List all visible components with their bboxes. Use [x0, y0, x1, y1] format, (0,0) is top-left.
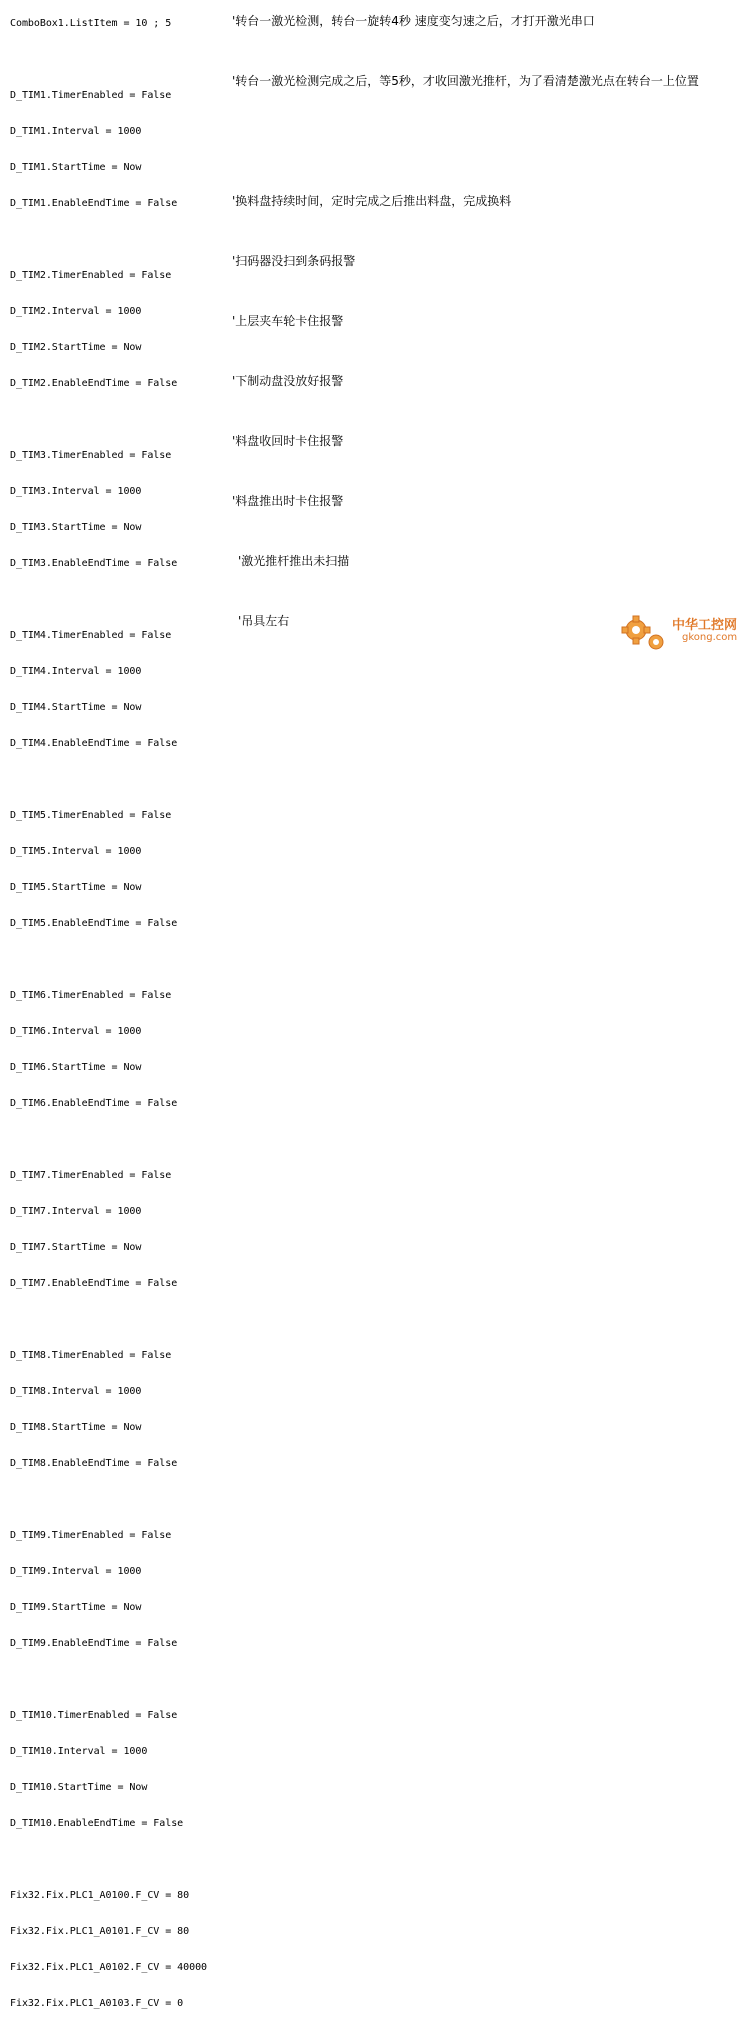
code-line: D_TIM3.Interval = 1000	[10, 486, 142, 497]
code-line: D_TIM5.TimerEnabled = False	[10, 810, 172, 821]
code-line: D_TIM1.StartTime = Now	[10, 162, 142, 173]
code-line: D_TIM9.EnableEndTime = False	[10, 1638, 178, 1649]
code-line: D_TIM2.EnableEndTime = False	[10, 378, 178, 389]
code-line: D_TIM6.Interval = 1000	[10, 1026, 142, 1037]
code-line: D_TIM5.EnableEndTime = False	[10, 918, 178, 929]
code-line: D_TIM5.StartTime = Now	[10, 882, 142, 893]
code-line: D_TIM7.TimerEnabled = False	[10, 1170, 172, 1181]
code-line: D_TIM7.Interval = 1000	[10, 1206, 142, 1217]
watermark-logo	[620, 608, 750, 656]
code-line: D_TIM6.StartTime = Now	[10, 1062, 142, 1073]
code-line: D_TIM3.StartTime = Now	[10, 522, 142, 533]
code-line	[10, 1494, 207, 1506]
code-line: D_TIM2.StartTime = Now	[10, 342, 142, 353]
code-line: D_TIM10.TimerEnabled = False	[10, 1710, 178, 1721]
code-line: D_TIM10.EnableEndTime = False	[10, 1818, 184, 1829]
code-line: Fix32.Fix.PLC1_A0101.F_CV = 80	[10, 1926, 190, 1937]
gear-icon	[620, 608, 672, 656]
code-line: D_TIM4.EnableEndTime = False	[10, 738, 178, 749]
code-line: D_TIM7.StartTime = Now	[10, 1242, 142, 1253]
code-line: D_TIM4.StartTime = Now	[10, 702, 142, 713]
code-comment: '激光推杆推出未扫描	[238, 554, 350, 568]
code-line: D_TIM8.StartTime = Now	[10, 1422, 142, 1433]
watermark-brand: 中华工控网	[672, 618, 738, 633]
code-line: ComboBox1.ListItem = 10 ; 5	[10, 18, 172, 29]
code-line	[10, 414, 207, 426]
code-line: D_TIM9.TimerEnabled = False	[10, 1530, 172, 1541]
code-line: D_TIM7.EnableEndTime = False	[10, 1278, 178, 1289]
code-line: D_TIM8.EnableEndTime = False	[10, 1458, 178, 1469]
code-line: Fix32.Fix.PLC1_A0102.F_CV = 40000	[10, 1962, 208, 1973]
code-line	[10, 54, 207, 66]
code-line: D_TIM4.Interval = 1000	[10, 666, 142, 677]
code-line	[10, 1674, 207, 1686]
code-line: D_TIM8.Interval = 1000	[10, 1386, 142, 1397]
code-line: D_TIM3.TimerEnabled = False	[10, 450, 172, 461]
code-line: D_TIM1.EnableEndTime = False	[10, 198, 178, 209]
code-line: D_TIM2.Interval = 1000	[10, 306, 142, 317]
code-line: D_TIM10.Interval = 1000	[10, 1746, 148, 1757]
code-comment: '扫码器没扫到条码报警	[232, 254, 356, 268]
code-line: D_TIM2.TimerEnabled = False	[10, 270, 172, 281]
code-line	[10, 774, 207, 786]
code-line: D_TIM6.EnableEndTime = False	[10, 1098, 178, 1109]
code-line	[10, 1134, 207, 1146]
code-comment: '转台一激光检测，转台一旋转4秒 速度变匀速之后，才打开激光串口	[232, 14, 595, 28]
code-line: D_TIM6.TimerEnabled = False	[10, 990, 172, 1001]
code-line: D_TIM1.TimerEnabled = False	[10, 90, 172, 101]
code-line	[10, 594, 207, 606]
code-comment: '料盘收回时卡住报警	[232, 434, 344, 448]
code-line: D_TIM8.TimerEnabled = False	[10, 1350, 172, 1361]
code-line	[10, 234, 207, 246]
code-line: Fix32.Fix.PLC1_A0103.F_CV = 0	[10, 1998, 184, 2009]
code-line: D_TIM10.StartTime = Now	[10, 1782, 148, 1793]
code-line	[10, 1854, 207, 1866]
code-comment: '吊具左右	[238, 614, 290, 628]
code-editor[interactable]	[10, 0, 207, 2022]
code-line: D_TIM5.Interval = 1000	[10, 846, 142, 857]
code-line	[10, 954, 207, 966]
code-line: D_TIM9.StartTime = Now	[10, 1602, 142, 1613]
code-line: D_TIM4.TimerEnabled = False	[10, 630, 172, 641]
code-comment: '下制动盘没放好报警	[232, 374, 344, 388]
code-line: D_TIM1.Interval = 1000	[10, 126, 142, 137]
code-comment: '上层夹车轮卡住报警	[232, 314, 344, 328]
code-comment: '料盘推出时卡住报警	[232, 494, 344, 508]
code-comment: '换料盘持续时间，定时完成之后推出料盘，完成换料	[232, 194, 512, 208]
code-line	[10, 1314, 207, 1326]
code-comment: '转台一激光检测完成之后，等5秒，才收回激光推杆，为了看清楚激光点在转台一上位置	[232, 74, 699, 88]
code-line: D_TIM3.EnableEndTime = False	[10, 558, 178, 569]
watermark-domain: gkong.com	[682, 632, 738, 643]
code-line: D_TIM9.Interval = 1000	[10, 1566, 142, 1577]
code-line: Fix32.Fix.PLC1_A0100.F_CV = 80	[10, 1890, 190, 1901]
